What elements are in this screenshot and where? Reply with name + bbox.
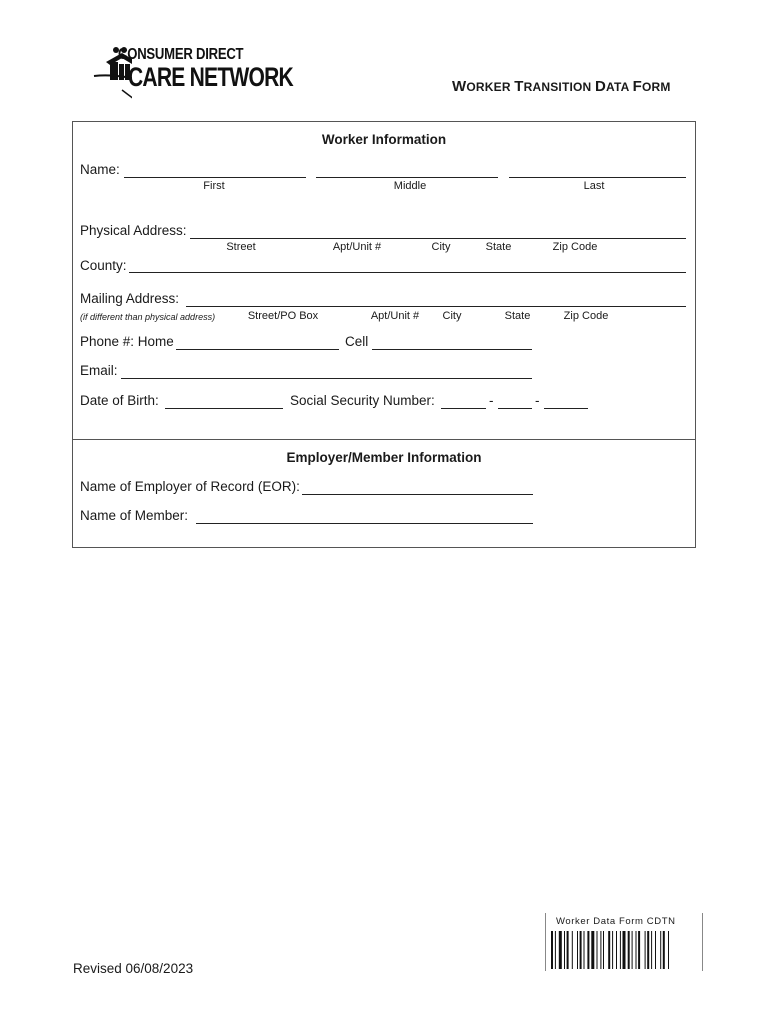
mailing-address-label: Mailing Address: — [80, 291, 180, 306]
physical-address-field[interactable] — [190, 238, 686, 239]
eor-label: Name of Employer of Record (EOR): — [80, 479, 300, 494]
phys-city-caption: City — [431, 241, 451, 253]
ssn-part-1-field[interactable] — [441, 408, 486, 409]
physical-address-label: Physical Address: — [80, 223, 187, 238]
ssn-label: Social Security Number: — [290, 393, 435, 408]
mailing-note: (if different than physical address) — [80, 312, 216, 322]
mail-state-caption: State — [504, 310, 531, 322]
middle-name-field[interactable] — [316, 177, 498, 178]
mailing-address-field[interactable] — [186, 306, 686, 307]
phys-zip-caption: Zip Code — [552, 241, 598, 253]
ssn-dash-2: - — [535, 393, 540, 408]
ssn-part-2-field[interactable] — [498, 408, 532, 409]
name-label: Name: — [80, 162, 120, 177]
employer-member-section — [72, 439, 696, 548]
barcode-icon — [551, 931, 697, 969]
worker-information-section — [72, 121, 696, 440]
member-field[interactable] — [196, 523, 533, 524]
county-field[interactable] — [129, 272, 686, 273]
logo-line-2: CARE NETWORK — [128, 62, 293, 92]
county-label: County: — [80, 258, 127, 273]
revised-date: Revised 06/08/2023 — [73, 961, 194, 976]
mail-apt-caption: Apt/Unit # — [370, 310, 420, 322]
last-name-field[interactable] — [509, 177, 686, 178]
dob-field[interactable] — [165, 408, 283, 409]
section-title: Worker Information — [321, 132, 447, 147]
middle-caption: Middle — [393, 180, 427, 192]
mail-zip-caption: Zip Code — [563, 310, 609, 322]
company-logo — [92, 44, 293, 106]
last-caption: Last — [583, 180, 605, 192]
member-label: Name of Member: — [80, 508, 189, 523]
document-title: WORKER TRANSITION DATA FORM — [452, 78, 671, 95]
dob-label: Date of Birth: — [80, 393, 159, 408]
logo-line-1: CONSUMER DIRECT — [118, 46, 244, 63]
phys-street-caption: Street — [226, 241, 256, 253]
first-caption: First — [203, 180, 225, 192]
mail-street-caption: Street/PO Box — [247, 310, 319, 322]
phone-home-field[interactable] — [176, 349, 339, 350]
email-label: Email: — [80, 363, 118, 378]
phys-apt-caption: Apt/Unit # — [332, 241, 382, 253]
phys-state-caption: State — [485, 241, 512, 253]
phone-home-label: Phone #: Home — [80, 334, 174, 349]
email-field[interactable] — [121, 378, 532, 379]
ssn-part-3-field[interactable] — [544, 408, 588, 409]
ssn-dash-1: - — [489, 393, 494, 408]
cell-label: Cell — [345, 334, 369, 349]
barcode — [545, 913, 703, 971]
section-title: Employer/Member Information — [286, 450, 482, 465]
eor-field[interactable] — [302, 494, 533, 495]
barcode-label: Worker Data Form CDTN — [556, 916, 676, 927]
first-name-field[interactable] — [124, 177, 306, 178]
cell-field[interactable] — [372, 349, 532, 350]
mail-city-caption: City — [442, 310, 462, 322]
